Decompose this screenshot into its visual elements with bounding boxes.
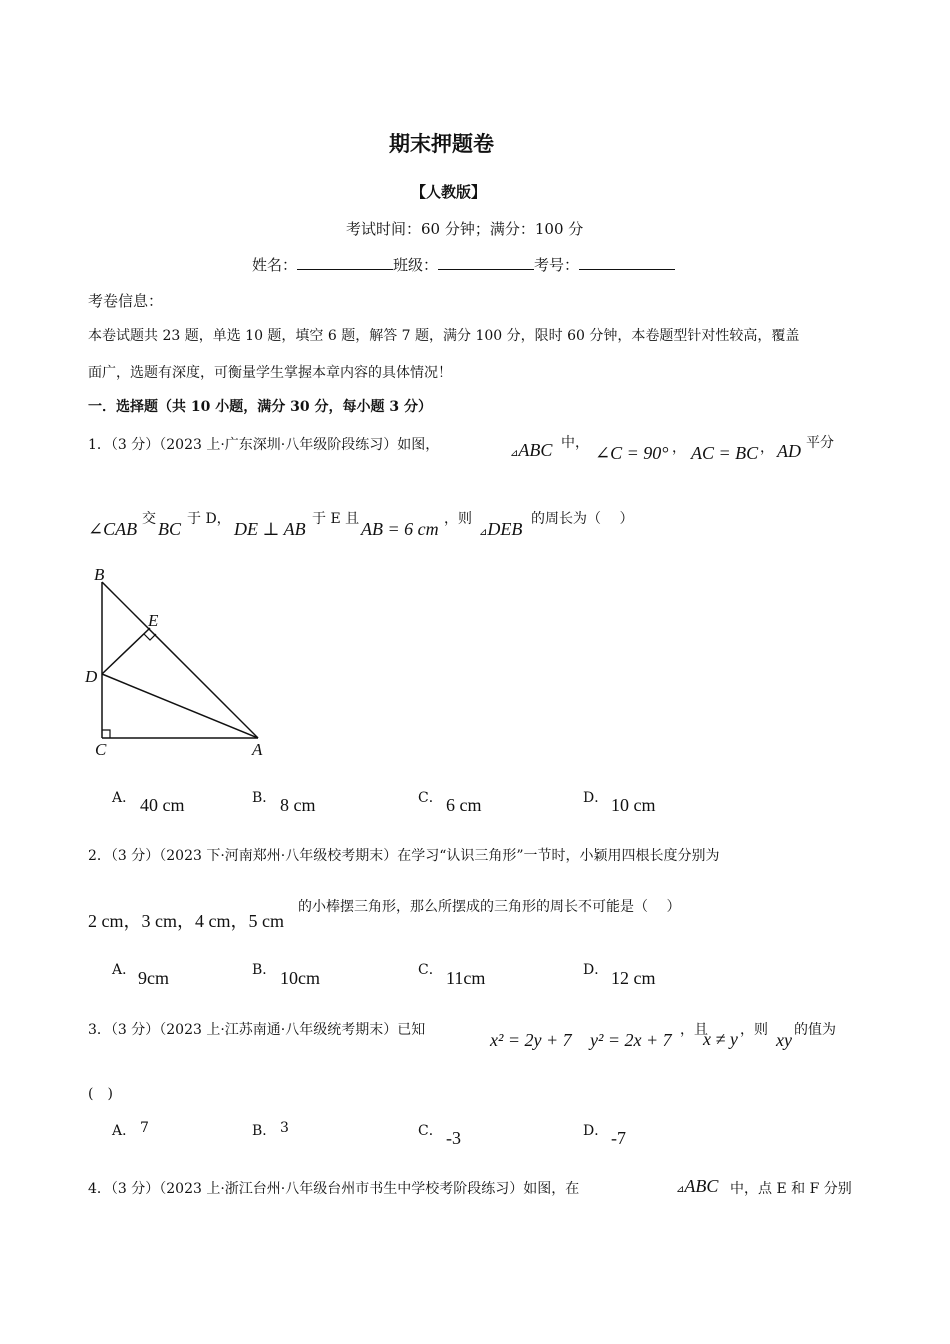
q3-qie: ，且 (680, 1022, 708, 1038)
q1-option-d-letter[interactable]: D． (583, 790, 609, 806)
q1-pingfen: 平分 (806, 435, 834, 451)
q3-option-a-letter[interactable]: A． (112, 1123, 137, 1139)
q2-lengths: 2 cm，3 cm，4 cm，5 cm (88, 911, 284, 931)
q3-prefix: 3．（3 分）（2023 上·江苏南通·八年级统考期末）已知 (88, 1022, 426, 1038)
label-c: C (95, 740, 107, 759)
q1-tail: 的周长为（ ） (531, 511, 634, 527)
q3-tail: 的值为 (794, 1022, 836, 1038)
right-angle-c-icon (102, 730, 110, 738)
q3-option-c-letter[interactable]: C． (418, 1123, 443, 1139)
q1-bc: BC (158, 519, 182, 539)
q2-line-1: 2．（3 分）（2023 下·河南郑州·八年级校考期末）在学习“认识三角形”一节时，小颖用四根长度分别为 (88, 848, 720, 864)
q1-prefix: 1．（3 分）（2023 上·广东深圳·八年级阶段练习）如图， (88, 437, 440, 453)
q1-angle-cab: ∠CAB (88, 519, 138, 539)
q3-option-d-letter[interactable]: D． (583, 1123, 609, 1139)
q3-equation-1: x² = 2y + 7 (490, 1030, 572, 1050)
q1-comma-2: ， (760, 440, 774, 456)
q3-xy: xy (776, 1030, 792, 1050)
q3-option-d-value[interactable]: -7 (611, 1128, 626, 1148)
q1-yu-d: 于 D， (187, 511, 231, 527)
q3-paren: ( ) (88, 1086, 113, 1102)
number-label: 考号： (534, 256, 580, 274)
info-line-2: 面广，选题有深度，可衡量学生掌握本章内容的具体情况！ (88, 365, 452, 381)
triangle-icon: ⊿ (676, 1184, 685, 1195)
q1-yu-e: 于 E 且 (312, 511, 360, 527)
student-fields (252, 254, 675, 275)
class-label: 班级： (393, 256, 439, 274)
q1-option-d-value[interactable]: 10 cm (611, 795, 656, 815)
q1-triangle-abc: ⊿ABC (510, 440, 553, 460)
info-line-1: 本卷试题共 23 题，单选 10 题，填空 6 题，解答 7 题，满分 100 分，限时 60 分钟，本卷题型针对性较高，覆盖 (88, 328, 800, 344)
triangle-icon: ⊿ (479, 527, 488, 538)
q1-jiao: 交 (142, 511, 156, 527)
q1-option-a-letter[interactable]: A． (112, 790, 137, 806)
label-a: A (252, 740, 263, 759)
q1-ab-6cm: AB = 6 cm (361, 519, 439, 539)
q1-triangle-deb: ⊿DEB (479, 519, 523, 539)
q1-option-b-letter[interactable]: B． (252, 790, 277, 806)
q2-line-2: 的小棒摆三角形，那么所摆成的三角形的周长不可能是（ ） (298, 899, 681, 915)
section-heading: 一．选择题（共 10 小题，满分 30 分，每小题 3 分） (88, 399, 432, 415)
q1-option-c-letter[interactable]: C． (418, 790, 443, 806)
q2-option-a-letter[interactable]: A． (112, 962, 137, 978)
edition-label: 【人教版】 (411, 183, 487, 201)
q1-ac-bc: AC = BC (691, 443, 759, 463)
q3-option-b-value[interactable]: 3 (280, 1120, 289, 1136)
q1-de-perp-ab: DE ⊥ AB (234, 519, 306, 539)
q1-figure (80, 560, 280, 765)
q1-comma-1: ， (672, 440, 686, 456)
q1-option-b-value[interactable]: 8 cm (280, 795, 316, 815)
q1-option-a-value[interactable]: 40 cm (140, 795, 185, 815)
q3-option-a-value[interactable]: 7 (140, 1120, 149, 1136)
q1-ze: ，则 (444, 511, 472, 527)
info-heading: 考卷信息： (88, 292, 164, 310)
segment-de (102, 628, 150, 674)
exam-info: 考试时间：60 分钟；满分：100 分 (346, 220, 584, 238)
q3-ze: ，则 (740, 1022, 768, 1038)
q2-option-b-value[interactable]: 10cm (280, 968, 320, 988)
segment-da (102, 674, 258, 738)
triangle-icon: ⊿ (510, 448, 519, 459)
segment-ab (102, 582, 258, 738)
q2-option-c-letter[interactable]: C． (418, 962, 443, 978)
q3-option-b-letter[interactable]: B． (252, 1123, 277, 1139)
q4-tail: 中，点 E 和 F 分别 (730, 1181, 852, 1197)
page-title: 期末押题卷 (389, 132, 494, 156)
label-e: E (148, 611, 159, 630)
q1-option-c-value[interactable]: 6 cm (446, 795, 482, 815)
q1-ad: AD (777, 441, 801, 461)
q2-option-d-letter[interactable]: D． (583, 962, 609, 978)
q2-option-c-value[interactable]: 11cm (446, 968, 486, 988)
name-label: 姓名： (252, 256, 298, 274)
q2-option-d-value[interactable]: 12 cm (611, 968, 656, 988)
q1-angle-c: ∠C = 90° (595, 443, 669, 463)
q2-option-a-value[interactable]: 9cm (138, 968, 169, 988)
label-b: B (94, 565, 105, 584)
q3-x-neq-y: x ≠ y (703, 1029, 738, 1049)
class-blank[interactable] (438, 255, 534, 270)
number-blank[interactable] (579, 255, 675, 270)
q1-zhong: 中， (561, 435, 589, 451)
q4-prefix: 4．（3 分）（2023 上·浙江台州·八年级台州市书生中学校考阶段练习）如图，在 (88, 1181, 580, 1197)
name-blank[interactable] (297, 255, 393, 270)
q3-option-c-value[interactable]: -3 (446, 1128, 461, 1148)
q3-equation-2: y² = 2x + 7 (590, 1030, 672, 1050)
q4-triangle-abc: ⊿ABC (676, 1176, 719, 1196)
q2-option-b-letter[interactable]: B． (252, 962, 277, 978)
label-d: D (85, 667, 98, 686)
